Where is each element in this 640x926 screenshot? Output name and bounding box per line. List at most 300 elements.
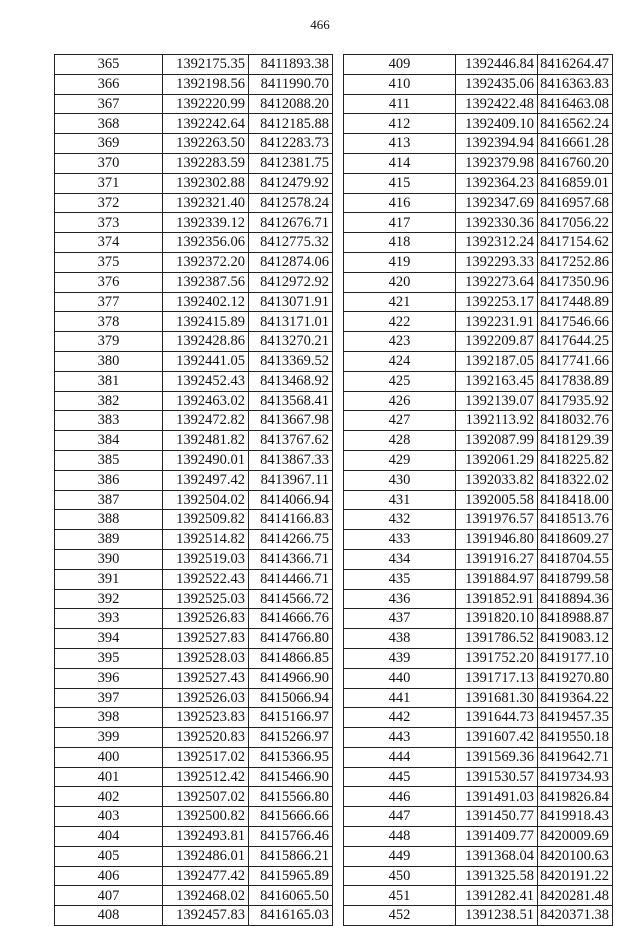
- table-row: [344, 114, 613, 134]
- x-coordinate-cell: 1392033.82: [456, 470, 538, 490]
- y-coordinate-cell: 8416165.03: [249, 906, 333, 926]
- y-coordinate-cell: 8413468.92: [249, 371, 333, 391]
- y-coordinate-cell: 8418609.27: [538, 530, 613, 550]
- x-coordinate-cell: 1391282.41: [456, 886, 538, 906]
- point-number-cell: 449: [344, 846, 456, 866]
- point-number-cell: 384: [55, 431, 163, 451]
- table-row: [344, 747, 613, 767]
- table-row: [344, 549, 613, 569]
- table-row: [55, 55, 333, 75]
- table-row: [55, 747, 333, 767]
- table-row: [55, 431, 333, 451]
- table-row: [344, 648, 613, 668]
- point-number-cell: 387: [55, 490, 163, 510]
- y-coordinate-cell: 8420371.38: [538, 906, 613, 926]
- y-coordinate-cell: 8419826.84: [538, 787, 613, 807]
- y-coordinate-cell: 8415866.21: [249, 846, 333, 866]
- table-row: [344, 728, 613, 748]
- x-coordinate-cell: 1392061.29: [456, 450, 538, 470]
- x-coordinate-cell: 1391607.42: [456, 728, 538, 748]
- point-number-cell: 378: [55, 312, 163, 332]
- x-coordinate-cell: 1392209.87: [456, 332, 538, 352]
- point-number-cell: 397: [55, 688, 163, 708]
- point-number-cell: 432: [344, 510, 456, 530]
- point-number-cell: 430: [344, 470, 456, 490]
- y-coordinate-cell: 8418322.02: [538, 470, 613, 490]
- point-number-cell: 427: [344, 411, 456, 431]
- table-row: [344, 688, 613, 708]
- y-coordinate-cell: 8417644.25: [538, 332, 613, 352]
- y-coordinate-cell: 8419457.35: [538, 708, 613, 728]
- x-coordinate-cell: 1391238.51: [456, 906, 538, 926]
- table-row: [55, 569, 333, 589]
- point-number-cell: 419: [344, 252, 456, 272]
- point-number-cell: 381: [55, 371, 163, 391]
- y-coordinate-cell: 8414966.90: [249, 668, 333, 688]
- x-coordinate-cell: 1392273.64: [456, 272, 538, 292]
- point-number-cell: 431: [344, 490, 456, 510]
- y-coordinate-cell: 8412283.73: [249, 134, 333, 154]
- x-coordinate-cell: 1392509.82: [163, 510, 249, 530]
- point-number-cell: 420: [344, 272, 456, 292]
- table-row: [55, 668, 333, 688]
- point-number-cell: 448: [344, 827, 456, 847]
- table-row: [55, 193, 333, 213]
- y-coordinate-cell: 8419550.18: [538, 728, 613, 748]
- y-coordinate-cell: 8416363.83: [538, 74, 613, 94]
- table-row: [344, 74, 613, 94]
- y-coordinate-cell: 8419177.10: [538, 648, 613, 668]
- x-coordinate-cell: 1392435.06: [456, 74, 538, 94]
- y-coordinate-cell: 8415666.66: [249, 807, 333, 827]
- table-row: [55, 312, 333, 332]
- y-coordinate-cell: 8417252.86: [538, 252, 613, 272]
- table-row: [55, 292, 333, 312]
- table-row: [55, 134, 333, 154]
- point-number-cell: 389: [55, 530, 163, 550]
- point-number-cell: 418: [344, 233, 456, 253]
- point-number-cell: 413: [344, 134, 456, 154]
- table-row: [344, 312, 613, 332]
- point-number-cell: 428: [344, 431, 456, 451]
- table-row: [55, 371, 333, 391]
- x-coordinate-cell: 1392525.03: [163, 589, 249, 609]
- point-number-cell: 394: [55, 629, 163, 649]
- y-coordinate-cell: 8417056.22: [538, 213, 613, 233]
- y-coordinate-cell: 8414066.94: [249, 490, 333, 510]
- table-row: [55, 530, 333, 550]
- point-number-cell: 400: [55, 747, 163, 767]
- table-row: [55, 213, 333, 233]
- x-coordinate-cell: 1392528.03: [163, 648, 249, 668]
- x-coordinate-cell: 1392087.99: [456, 431, 538, 451]
- x-coordinate-cell: 1392457.83: [163, 906, 249, 926]
- table-row: [55, 549, 333, 569]
- y-coordinate-cell: 8418799.58: [538, 569, 613, 589]
- x-coordinate-cell: 1392198.56: [163, 74, 249, 94]
- y-coordinate-cell: 8414166.83: [249, 510, 333, 530]
- table-row: [55, 74, 333, 94]
- table-row: [344, 391, 613, 411]
- point-number-cell: 442: [344, 708, 456, 728]
- x-coordinate-cell: 1392356.06: [163, 233, 249, 253]
- x-coordinate-cell: 1391752.20: [456, 648, 538, 668]
- x-coordinate-cell: 1391530.57: [456, 767, 538, 787]
- x-coordinate-cell: 1392500.82: [163, 807, 249, 827]
- y-coordinate-cell: 8412381.75: [249, 153, 333, 173]
- y-coordinate-cell: 8420281.48: [538, 886, 613, 906]
- point-number-cell: 451: [344, 886, 456, 906]
- point-number-cell: 377: [55, 292, 163, 312]
- table-row: [344, 134, 613, 154]
- table-row: [55, 648, 333, 668]
- point-number-cell: 382: [55, 391, 163, 411]
- table-row: [55, 589, 333, 609]
- y-coordinate-cell: 8419083.12: [538, 629, 613, 649]
- point-number-cell: 404: [55, 827, 163, 847]
- point-number-cell: 426: [344, 391, 456, 411]
- y-coordinate-cell: 8414566.72: [249, 589, 333, 609]
- point-number-cell: 391: [55, 569, 163, 589]
- y-coordinate-cell: 8414466.71: [249, 569, 333, 589]
- x-coordinate-cell: 1392527.83: [163, 629, 249, 649]
- y-coordinate-cell: 8417448.89: [538, 292, 613, 312]
- table-row: [344, 569, 613, 589]
- table-row: [344, 193, 613, 213]
- y-coordinate-cell: 8416859.01: [538, 173, 613, 193]
- point-number-cell: 396: [55, 668, 163, 688]
- point-number-cell: 425: [344, 371, 456, 391]
- point-number-cell: 393: [55, 609, 163, 629]
- table-row: [344, 609, 613, 629]
- table-row: [55, 351, 333, 371]
- x-coordinate-cell: 1392163.45: [456, 371, 538, 391]
- y-coordinate-cell: 8413270.21: [249, 332, 333, 352]
- point-number-cell: 392: [55, 589, 163, 609]
- point-number-cell: 370: [55, 153, 163, 173]
- x-coordinate-cell: 1392507.02: [163, 787, 249, 807]
- x-coordinate-cell: 1392005.58: [456, 490, 538, 510]
- point-number-cell: 447: [344, 807, 456, 827]
- x-coordinate-cell: 1392422.48: [456, 94, 538, 114]
- table-row: [55, 609, 333, 629]
- x-coordinate-cell: 1392481.82: [163, 431, 249, 451]
- y-coordinate-cell: 8416760.20: [538, 153, 613, 173]
- x-coordinate-cell: 1392347.69: [456, 193, 538, 213]
- table-row: [344, 886, 613, 906]
- point-number-cell: 441: [344, 688, 456, 708]
- table-row: [55, 807, 333, 827]
- x-coordinate-cell: 1392527.43: [163, 668, 249, 688]
- point-number-cell: 383: [55, 411, 163, 431]
- point-number-cell: 365: [55, 55, 163, 75]
- table-row: [344, 371, 613, 391]
- point-number-cell: 423: [344, 332, 456, 352]
- point-number-cell: 368: [55, 114, 163, 134]
- y-coordinate-cell: 8415766.46: [249, 827, 333, 847]
- y-coordinate-cell: 8418894.36: [538, 589, 613, 609]
- x-coordinate-cell: 1392517.02: [163, 747, 249, 767]
- point-number-cell: 439: [344, 648, 456, 668]
- y-coordinate-cell: 8416065.50: [249, 886, 333, 906]
- y-coordinate-cell: 8417741.66: [538, 351, 613, 371]
- table-row: [344, 431, 613, 451]
- y-coordinate-cell: 8420191.22: [538, 866, 613, 886]
- table-row: [344, 252, 613, 272]
- point-number-cell: 411: [344, 94, 456, 114]
- x-coordinate-cell: 1392263.50: [163, 134, 249, 154]
- x-coordinate-cell: 1391368.04: [456, 846, 538, 866]
- point-number-cell: 421: [344, 292, 456, 312]
- table-row: [344, 827, 613, 847]
- point-number-cell: 379: [55, 332, 163, 352]
- y-coordinate-cell: 8418418.00: [538, 490, 613, 510]
- y-coordinate-cell: 8416463.08: [538, 94, 613, 114]
- point-number-cell: 402: [55, 787, 163, 807]
- x-coordinate-cell: 1392519.03: [163, 549, 249, 569]
- y-coordinate-cell: 8417838.89: [538, 371, 613, 391]
- y-coordinate-cell: 8413967.11: [249, 470, 333, 490]
- x-coordinate-cell: 1392175.35: [163, 55, 249, 75]
- y-coordinate-cell: 8417350.96: [538, 272, 613, 292]
- table-row: [55, 708, 333, 728]
- x-coordinate-cell: 1391491.03: [456, 787, 538, 807]
- point-number-cell: 407: [55, 886, 163, 906]
- y-coordinate-cell: 8419734.93: [538, 767, 613, 787]
- y-coordinate-cell: 8419364.22: [538, 688, 613, 708]
- y-coordinate-cell: 8420100.63: [538, 846, 613, 866]
- x-coordinate-cell: 1392330.36: [456, 213, 538, 233]
- y-coordinate-cell: 8413171.01: [249, 312, 333, 332]
- y-coordinate-cell: 8413568.41: [249, 391, 333, 411]
- x-coordinate-cell: 1391450.77: [456, 807, 538, 827]
- y-coordinate-cell: 8415566.80: [249, 787, 333, 807]
- point-number-cell: 406: [55, 866, 163, 886]
- table-row: [55, 906, 333, 926]
- table-row: [344, 272, 613, 292]
- point-number-cell: 422: [344, 312, 456, 332]
- table-row: [344, 292, 613, 312]
- x-coordinate-cell: 1391681.30: [456, 688, 538, 708]
- table-row: [55, 391, 333, 411]
- y-coordinate-cell: 8412874.06: [249, 252, 333, 272]
- x-coordinate-cell: 1392523.83: [163, 708, 249, 728]
- y-coordinate-cell: 8418513.76: [538, 510, 613, 530]
- x-coordinate-cell: 1392520.83: [163, 728, 249, 748]
- table-row: [344, 668, 613, 688]
- y-coordinate-cell: 8412479.92: [249, 173, 333, 193]
- table-row: [55, 94, 333, 114]
- point-number-cell: 440: [344, 668, 456, 688]
- table-row: [55, 450, 333, 470]
- table-row: [55, 272, 333, 292]
- y-coordinate-cell: 8417546.66: [538, 312, 613, 332]
- y-coordinate-cell: 8414666.76: [249, 609, 333, 629]
- x-coordinate-cell: 1392512.42: [163, 767, 249, 787]
- point-number-cell: 416: [344, 193, 456, 213]
- y-coordinate-cell: 8415166.97: [249, 708, 333, 728]
- x-coordinate-cell: 1392312.24: [456, 233, 538, 253]
- x-coordinate-cell: 1392493.81: [163, 827, 249, 847]
- x-coordinate-cell: 1392463.02: [163, 391, 249, 411]
- x-coordinate-cell: 1391569.36: [456, 747, 538, 767]
- x-coordinate-cell: 1392187.05: [456, 351, 538, 371]
- table-row: [55, 510, 333, 530]
- y-coordinate-cell: 8414266.75: [249, 530, 333, 550]
- x-coordinate-cell: 1392477.42: [163, 866, 249, 886]
- point-number-cell: 395: [55, 648, 163, 668]
- y-coordinate-cell: 8417154.62: [538, 233, 613, 253]
- y-coordinate-cell: 8419642.71: [538, 747, 613, 767]
- point-number-cell: 369: [55, 134, 163, 154]
- y-coordinate-cell: 8420009.69: [538, 827, 613, 847]
- point-number-cell: 403: [55, 807, 163, 827]
- x-coordinate-cell: 1392526.83: [163, 609, 249, 629]
- table-row: [344, 906, 613, 926]
- y-coordinate-cell: 8415266.97: [249, 728, 333, 748]
- x-coordinate-cell: 1392409.10: [456, 114, 538, 134]
- table-row: [55, 470, 333, 490]
- x-coordinate-cell: 1392522.43: [163, 569, 249, 589]
- table-row: [344, 213, 613, 233]
- point-number-cell: 380: [55, 351, 163, 371]
- y-coordinate-cell: 8415466.90: [249, 767, 333, 787]
- coordinates-table-right: [343, 54, 613, 926]
- point-number-cell: 437: [344, 609, 456, 629]
- point-number-cell: 434: [344, 549, 456, 569]
- table-row: [55, 114, 333, 134]
- table-row: [55, 728, 333, 748]
- point-number-cell: 417: [344, 213, 456, 233]
- table-row: [344, 846, 613, 866]
- x-coordinate-cell: 1392339.12: [163, 213, 249, 233]
- point-number-cell: 372: [55, 193, 163, 213]
- y-coordinate-cell: 8416957.68: [538, 193, 613, 213]
- point-number-cell: 445: [344, 767, 456, 787]
- x-coordinate-cell: 1392452.43: [163, 371, 249, 391]
- x-coordinate-cell: 1392220.99: [163, 94, 249, 114]
- point-number-cell: 415: [344, 173, 456, 193]
- point-number-cell: 444: [344, 747, 456, 767]
- point-number-cell: 367: [55, 94, 163, 114]
- y-coordinate-cell: 8415965.89: [249, 866, 333, 886]
- point-number-cell: 405: [55, 846, 163, 866]
- point-number-cell: 399: [55, 728, 163, 748]
- table-row: [55, 886, 333, 906]
- x-coordinate-cell: 1392372.20: [163, 252, 249, 272]
- point-number-cell: 375: [55, 252, 163, 272]
- table-row: [344, 351, 613, 371]
- table-row: [344, 411, 613, 431]
- x-coordinate-cell: 1392504.02: [163, 490, 249, 510]
- x-coordinate-cell: 1391976.57: [456, 510, 538, 530]
- point-number-cell: 386: [55, 470, 163, 490]
- point-number-cell: 429: [344, 450, 456, 470]
- point-number-cell: 452: [344, 906, 456, 926]
- x-coordinate-cell: 1392468.02: [163, 886, 249, 906]
- table-row: [344, 490, 613, 510]
- x-coordinate-cell: 1391717.13: [456, 668, 538, 688]
- x-coordinate-cell: 1392486.01: [163, 846, 249, 866]
- table-row: [344, 589, 613, 609]
- point-number-cell: 435: [344, 569, 456, 589]
- y-coordinate-cell: 8415066.94: [249, 688, 333, 708]
- table-row: [55, 173, 333, 193]
- table-row: [344, 332, 613, 352]
- x-coordinate-cell: 1392321.40: [163, 193, 249, 213]
- point-number-cell: 388: [55, 510, 163, 530]
- table-row: [55, 153, 333, 173]
- table-row: [344, 530, 613, 550]
- y-coordinate-cell: 8415366.95: [249, 747, 333, 767]
- table-row: [55, 629, 333, 649]
- point-number-cell: 424: [344, 351, 456, 371]
- x-coordinate-cell: 1391409.77: [456, 827, 538, 847]
- y-coordinate-cell: 8418704.55: [538, 549, 613, 569]
- x-coordinate-cell: 1391884.97: [456, 569, 538, 589]
- x-coordinate-cell: 1392283.59: [163, 153, 249, 173]
- x-coordinate-cell: 1392231.91: [456, 312, 538, 332]
- y-coordinate-cell: 8412185.88: [249, 114, 333, 134]
- point-number-cell: 390: [55, 549, 163, 569]
- point-number-cell: 436: [344, 589, 456, 609]
- table-row: [344, 866, 613, 886]
- y-coordinate-cell: 8414766.80: [249, 629, 333, 649]
- point-number-cell: 433: [344, 530, 456, 550]
- x-coordinate-cell: 1392497.42: [163, 470, 249, 490]
- y-coordinate-cell: 8412676.71: [249, 213, 333, 233]
- y-coordinate-cell: 8413767.62: [249, 431, 333, 451]
- y-coordinate-cell: 8413867.33: [249, 450, 333, 470]
- point-number-cell: 385: [55, 450, 163, 470]
- y-coordinate-cell: 8411893.38: [249, 55, 333, 75]
- table-row: [55, 233, 333, 253]
- table-row: [55, 490, 333, 510]
- x-coordinate-cell: 1392293.33: [456, 252, 538, 272]
- table-row: [344, 233, 613, 253]
- x-coordinate-cell: 1392302.88: [163, 173, 249, 193]
- table-row: [344, 94, 613, 114]
- table-row: [344, 510, 613, 530]
- point-number-cell: 373: [55, 213, 163, 233]
- y-coordinate-cell: 8417935.92: [538, 391, 613, 411]
- point-number-cell: 401: [55, 767, 163, 787]
- point-number-cell: 438: [344, 629, 456, 649]
- x-coordinate-cell: 1392113.92: [456, 411, 538, 431]
- x-coordinate-cell: 1391325.58: [456, 866, 538, 886]
- x-coordinate-cell: 1392490.01: [163, 450, 249, 470]
- x-coordinate-cell: 1392415.89: [163, 312, 249, 332]
- point-number-cell: 374: [55, 233, 163, 253]
- point-number-cell: 414: [344, 153, 456, 173]
- table-row: [344, 629, 613, 649]
- y-coordinate-cell: 8414366.71: [249, 549, 333, 569]
- y-coordinate-cell: 8419270.80: [538, 668, 613, 688]
- x-coordinate-cell: 1392379.98: [456, 153, 538, 173]
- table-row: [344, 153, 613, 173]
- table-row: [55, 866, 333, 886]
- x-coordinate-cell: 1391916.27: [456, 549, 538, 569]
- y-coordinate-cell: 8418032.76: [538, 411, 613, 431]
- coordinates-table-left: [54, 54, 333, 926]
- x-coordinate-cell: 1391946.80: [456, 530, 538, 550]
- point-number-cell: 376: [55, 272, 163, 292]
- point-number-cell: 450: [344, 866, 456, 886]
- table-row: [344, 470, 613, 490]
- y-coordinate-cell: 8413667.98: [249, 411, 333, 431]
- x-coordinate-cell: 1391644.73: [456, 708, 538, 728]
- y-coordinate-cell: 8418988.87: [538, 609, 613, 629]
